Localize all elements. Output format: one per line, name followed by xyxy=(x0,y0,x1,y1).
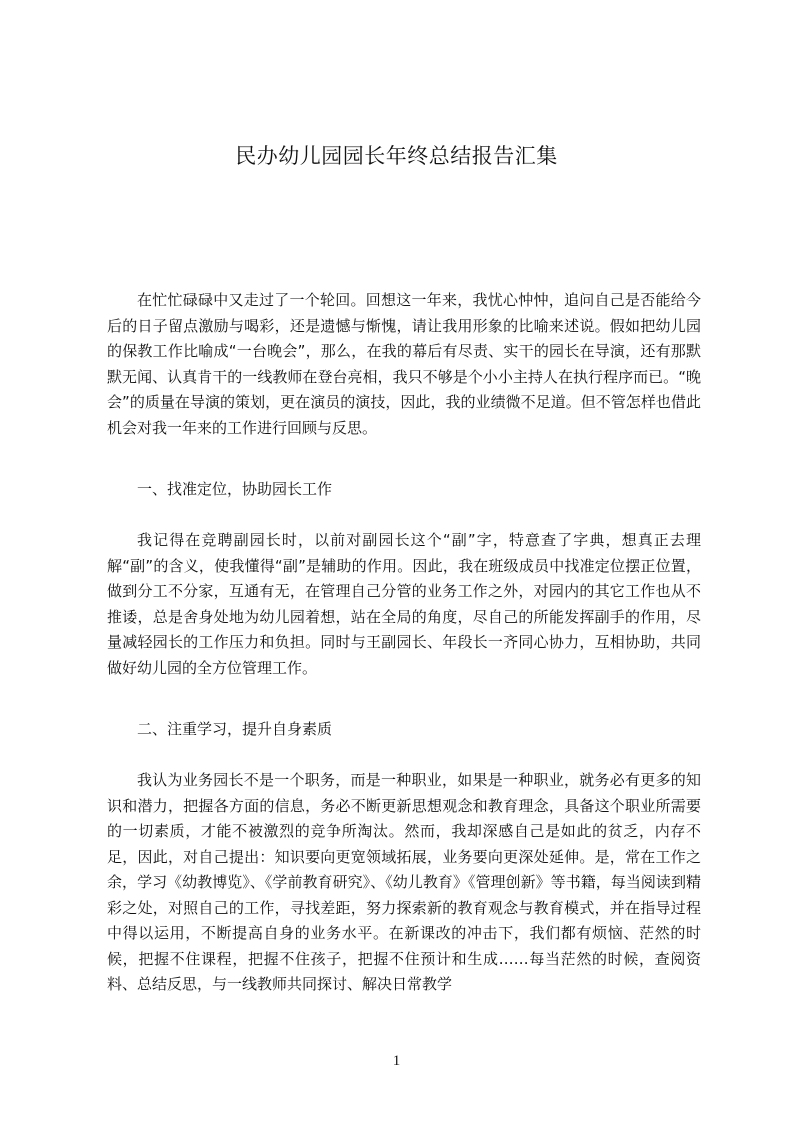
body-paragraph-intro xyxy=(107,288,701,441)
document-title: 民办幼儿园园长年终总结报告汇集 xyxy=(235,144,558,168)
body-paragraph-section-1 xyxy=(107,528,701,681)
body-paragraph-section-2 xyxy=(107,768,701,998)
paragraph-text: 我记得在竞聘副园长时，以前对副园长这个“副”字，特意查了字典，想真正去理解“副”的含义，使我懂得“副”是辅助的作用。因此，我在班级成员中找准定位摆正位置，做到分工不分家，互通有无，在管理自己分管的业务工作之外，对园内的其它工作也从不推诿，总是舍身处地为幼儿园着想，站在全局的角度，尽自己的所能发挥副手的作用，尽量减轻园长的工作压力和负担。同时与王副园长、年段长一齐同心协力，互相协助，共同做好幼儿园的全方位管理工作。 xyxy=(107,531,701,677)
paragraph-text: 在忙忙碌碌中又走过了一个轮回。回想这一年来，我忧心忡忡，追问自己是否能给今后的日子留点激励与喝彩，还是遗憾与惭愧，请让我用形象的比喻来述说。假如把幼儿园的保教工作比喻成“一台晚会”，那么，在我的幕后有尽责、实干的园长在导演，还有那默默无闻、认真肯干的一线教师在登台亮相，我只不够是个小小主持人在执行程序而已。“晚会”的质量在导演的策划，更在演员的演技，因此，我的业绩微不足道。但不管怎样也借此机会对我一年来的工作进行回顾与反思。 xyxy=(107,291,701,437)
page-number: 1 xyxy=(392,1053,401,1069)
section-heading-text: 二、注重学习，提升自身素质 xyxy=(137,720,333,738)
section-heading-text: 一、找准定位，协助园长工作 xyxy=(137,480,333,498)
section-heading-2 xyxy=(107,717,701,743)
paragraph-text: 我认为业务园长不是一个职务，而是一种职业，如果是一种职业，就务必有更多的知识和潜力，把握各方面的信息，务必不断更新思想观念和教育理念，具备这个职业所需要的一切素质，才能不被激烈的竞争所淘汰。然而，我却深感自己是如此的贫乏，内存不足，因此，对自己提出：知识要向更宽领域拓展，业务要向更深处延伸。是，常在工作之余，学习《幼教博览》、《学前教育研究》、《幼儿教育》《管理创新》等书籍，每当阅读到精彩之处，对照自己的工作，寻找差距，努力探索新的教育观念与教育模式，并在指导过程中得以运用，不断提高自身的业务水平。在新课改的冲击下，我们都有烦恼、茫然的时候，把握不住课程，把握不住孩子，把握不住预计和生成……每当茫然的时候，查阅资料、总结反思，与一线教师共同探讨、解决日常教学 xyxy=(107,771,701,993)
section-heading-1 xyxy=(107,477,701,503)
